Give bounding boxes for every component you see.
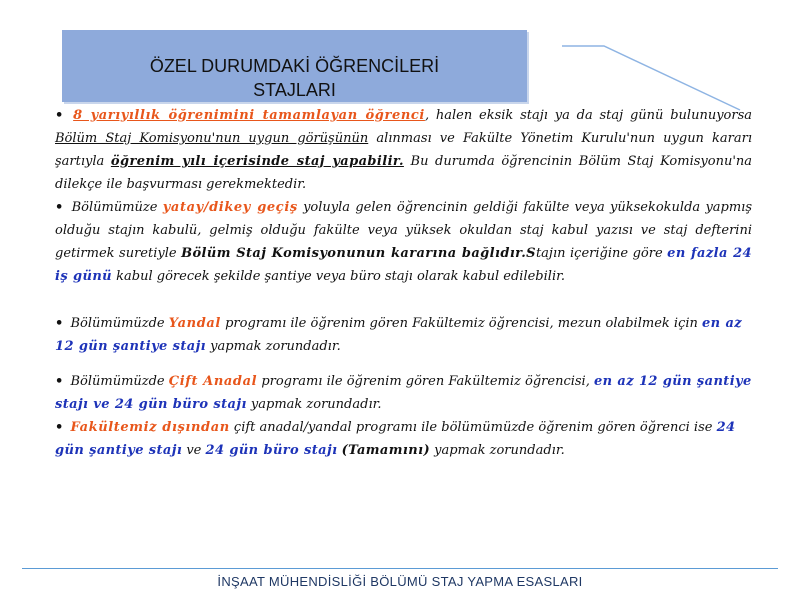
bullet: • bbox=[55, 374, 64, 389]
slide-content bbox=[55, 104, 752, 462]
highlight-text: 8 yarıyıllık öğrenimini tamamlayan öğrenci bbox=[73, 108, 425, 123]
body-text: alınması ve Fakülte Yönetim Kurulu'nun uygun kararı şartıyla bbox=[55, 131, 753, 169]
body-text: çift anadal/yandal programı ile bölümümüzde öğrenim gören öğrenci ise bbox=[229, 420, 717, 435]
body-text: tajın içeriğine göre bbox=[535, 246, 668, 261]
paragraph-minor bbox=[55, 312, 752, 358]
body-text: Bölümümüzde bbox=[70, 316, 169, 331]
paragraph-double-major bbox=[55, 370, 752, 416]
footer-divider bbox=[22, 568, 778, 569]
body-text: yapmak zorundadır. bbox=[206, 339, 341, 354]
paragraph-final-semester bbox=[55, 104, 752, 196]
paragraph-transfer bbox=[55, 196, 752, 288]
footer-title: İNŞAAT MÜHENDİSLİĞİ BÖLÜMÜ STAJ YAPMA ESASLARI bbox=[217, 574, 583, 589]
title-box bbox=[62, 30, 527, 102]
highlight-text: yatay/dikey geçiş bbox=[162, 200, 298, 215]
paragraph-external bbox=[55, 416, 752, 462]
bullet: • bbox=[55, 108, 64, 123]
body-text: programı ile öğrenim gören Fakültemiz öğrencisi, mezun olabilmek için bbox=[220, 316, 703, 331]
highlight-text: öğrenim yılı içerisinde staj yapabilir. bbox=[110, 154, 404, 169]
highlight-text: en fazla 24 iş günü bbox=[55, 246, 752, 284]
highlight-text: en az 12 gün şantiye stajı ve 24 gün büro stajı bbox=[55, 374, 752, 412]
body-text: programı ile öğrenim gören Fakültemiz öğrencisi, bbox=[257, 374, 594, 389]
slide-title bbox=[62, 30, 527, 102]
underlined-text: Bölüm Staj Komisyonu'nun uygun görüşünün bbox=[55, 131, 369, 146]
bullet: • bbox=[55, 200, 64, 215]
highlight-text: Yandal bbox=[168, 316, 221, 331]
body-text: Bölümümüzde bbox=[70, 374, 169, 389]
highlight-text: (Tamamını) bbox=[341, 443, 430, 458]
highlight-text: Bölüm Staj Komisyonunun kararına bağlıdır.S bbox=[181, 246, 536, 261]
highlight-text: 24 gün şantiye stajı bbox=[55, 420, 736, 458]
body-text: yoluyla gelen öğrencinin geldiği fakülte veya yüksekokulda yapmış olduğu stajın kabulü, gelmiş olduğu fakülte veya yüksek okuldan staj kabul yazısı ve staj defterini getirmek suretiyle bbox=[55, 200, 753, 261]
body-text: Bu durumda öğrencinin Bölüm Staj Komisyonu'na dilekçe ile başvurması gerekmektedir. bbox=[55, 154, 753, 192]
body-text: yapmak zorundadır. bbox=[430, 443, 565, 458]
title-line-1: ÖZEL DURUMDAKİ ÖĞRENCİLERİ bbox=[149, 56, 440, 76]
highlight-text: Fakültemiz dışından bbox=[70, 420, 230, 435]
body-text: Bölümümüze bbox=[71, 200, 163, 215]
title-line-2: STAJLARI bbox=[253, 80, 336, 100]
body-text: ve bbox=[182, 443, 206, 458]
highlight-text: en az 12 gün şantiye stajı bbox=[55, 316, 743, 354]
body-text: kabul görecek şekilde şantiye veya büro stajı olarak kabul edilebilir. bbox=[112, 269, 566, 284]
highlight-text: 24 gün büro stajı bbox=[205, 443, 338, 458]
bullet: • bbox=[55, 316, 64, 331]
highlight-text: Çift Anadal bbox=[168, 374, 258, 389]
body-text: , halen eksik stajı ya da staj günü bulunuyorsa bbox=[424, 108, 753, 123]
bullet: • bbox=[55, 420, 64, 435]
body-text: yapmak zorundadır. bbox=[246, 397, 382, 412]
